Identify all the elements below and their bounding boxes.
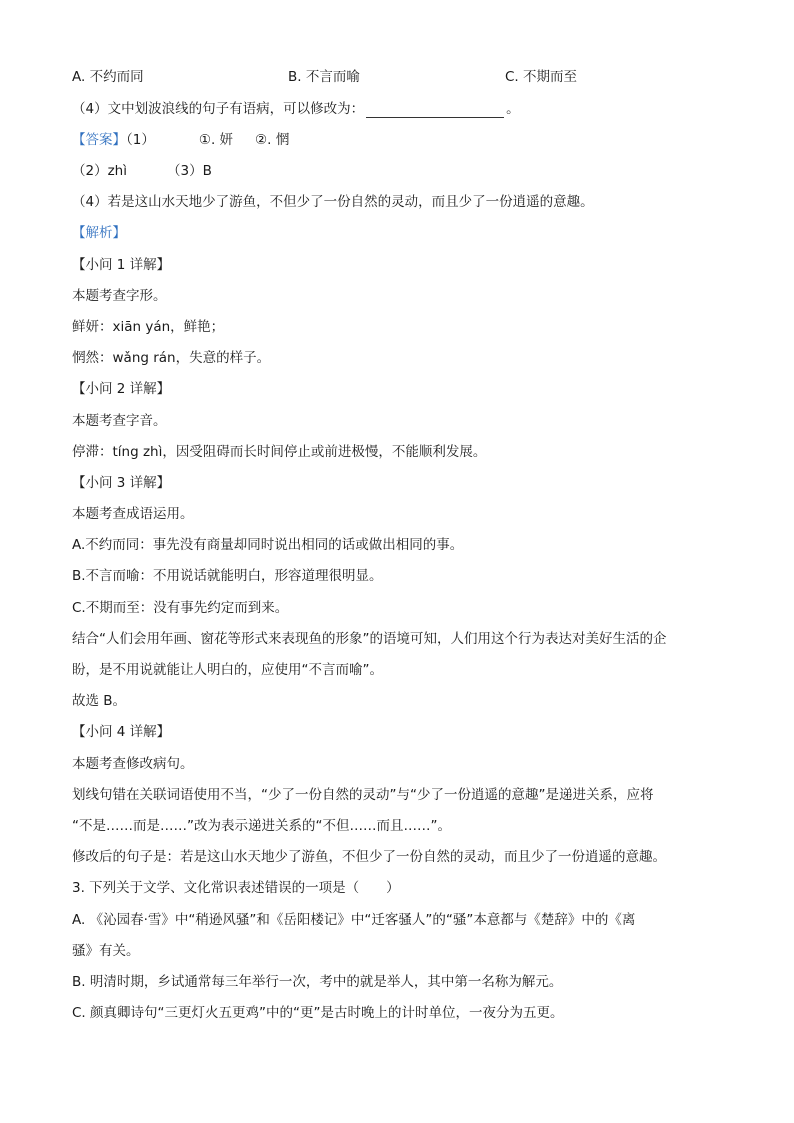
answer-part-3: （3）B bbox=[166, 163, 212, 179]
text-line: 本题考查字音。 bbox=[72, 413, 167, 429]
option-b: B. 不言而喻 bbox=[288, 69, 360, 85]
text-line: 盼，是不用说就能让人明白的，应使用“不言而喻”。 bbox=[72, 662, 383, 678]
question-3-option-a: A. 《沁园春·雪》中“稍逊风骚”和《岳阳楼记》中“迁客骚人”的“骚”本意都与《楚辞》中的《离 bbox=[72, 912, 636, 928]
text-line: 故选 B。 bbox=[72, 693, 127, 709]
question-4-prompt: （4）文中划波浪线的句子有语病，可以修改为： bbox=[72, 101, 365, 117]
section-heading: 【小问 3 详解】 bbox=[72, 475, 171, 491]
answer-choice-1: ①. 妍 bbox=[198, 132, 234, 148]
question-3-option-c: C. 颜真卿诗句“三更灯火五更鸡”中的“更”是古时晚上的计时单位，一夜分为五更。 bbox=[72, 1005, 564, 1021]
text-line: 结合“人们会用年画、窗花等形式来表现鱼的形象”的语境可知，人们用这个行为表达对美好生活的企 bbox=[72, 631, 667, 647]
text-line: 修改后的句子是：若是这山水天地少了游鱼，不但少了一份自然的灵动，而且少了一份逍遥的意趣。 bbox=[72, 849, 666, 865]
option-c: C. 不期而至 bbox=[505, 69, 578, 85]
text-line: 本题考查字形。 bbox=[72, 288, 167, 304]
answer-choice-2: ②. 惘 bbox=[255, 132, 290, 148]
question-3-option-b: B. 明清时期，乡试通常每三年举行一次，考中的就是举人，其中第一名称为解元。 bbox=[72, 974, 563, 990]
answer-part-4: （4）若是这山水天地少了游鱼，不但少了一份自然的灵动，而且少了一份逍遥的意趣。 bbox=[72, 194, 594, 210]
answer-part-2: （2）zhì bbox=[72, 163, 127, 179]
text-line: 本题考查修改病句。 bbox=[72, 756, 194, 772]
text-line: B.不言而喻：不用说话就能明白，形容道理很明显。 bbox=[72, 568, 383, 584]
question-4-prompt-line bbox=[72, 100, 520, 118]
section-heading: 【小问 1 详解】 bbox=[72, 257, 171, 273]
answer-label: 【答案】 bbox=[72, 132, 126, 148]
text-line: 停滞：tíng zhì，因受阻碍而长时间停止或前进极慢，不能顺利发展。 bbox=[72, 444, 487, 460]
section-heading: 【小问 2 详解】 bbox=[72, 381, 171, 397]
answer-part-1: （1） bbox=[126, 132, 155, 148]
answer-line-2 bbox=[72, 162, 212, 180]
text-line: 划线句错在关联词语使用不当，“少了一份自然的灵动”与“少了一份逍遥的意趣”是递进关系，应将 bbox=[72, 787, 654, 803]
text-line: 本题考查成语运用。 bbox=[72, 506, 194, 522]
answer-line-1 bbox=[72, 131, 289, 149]
text-line: C.不期而至：没有事先约定而到来。 bbox=[72, 600, 289, 616]
text-line: 惘然：wǎng rán，失意的样子。 bbox=[72, 350, 271, 366]
section-heading: 【小问 4 详解】 bbox=[72, 724, 171, 740]
text-line: A.不约而同：事先没有商量却同时说出相同的话或做出相同的事。 bbox=[72, 537, 464, 553]
text-line: “不是……而是……”改为表示递进关系的“不但……而且……”。 bbox=[72, 818, 451, 834]
text-line: 鲜妍：xiān yán，鲜艳； bbox=[72, 319, 225, 335]
analysis-label: 【解析】 bbox=[72, 225, 126, 241]
option-a: A. 不约而同 bbox=[72, 69, 144, 85]
question-3-stem: 3. 下列关于文学、文化常识表述错误的一项是（ ） bbox=[72, 880, 400, 896]
answer-blank bbox=[366, 103, 504, 118]
question-4-end: 。 bbox=[506, 101, 520, 117]
question-3-option-a-cont: 骚》有关。 bbox=[72, 943, 140, 959]
